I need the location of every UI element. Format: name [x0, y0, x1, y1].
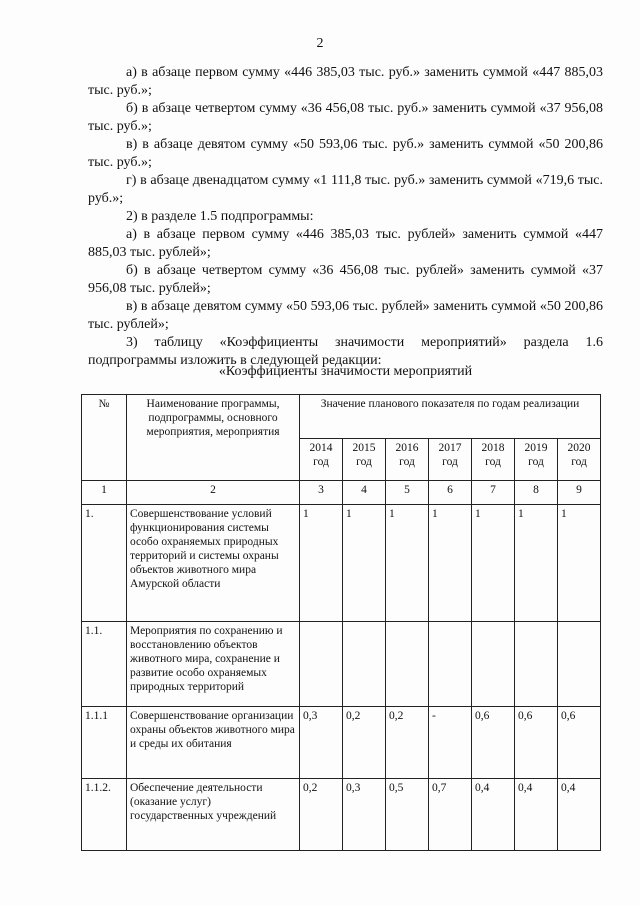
row-value: 0,3 [343, 779, 386, 851]
index-cell: 3 [300, 481, 343, 505]
row-value: 1 [558, 505, 601, 622]
row-name: Обеспечение деятельности (оказание услуг) государственных учреждений [127, 779, 300, 851]
year-cell: 2016 год [386, 439, 429, 481]
paragraph: б) в абзаце четвертом сумму «36 456,08 тыс. рублей» заменить суммой «37 956,08 тыс. рублей»; [88, 263, 603, 296]
row-num: 1. [82, 505, 127, 622]
year-cell: 2017 год [429, 439, 472, 481]
row-num: 1.1.2. [82, 779, 127, 851]
row-num: 1.1. [82, 622, 127, 707]
row-value: 1 [300, 505, 343, 622]
header-values: Значение планового показателя по годам реализации [300, 395, 601, 439]
row-value: 1 [515, 505, 558, 622]
year-cell: 2015 год [343, 439, 386, 481]
row-value: 0,6 [515, 707, 558, 779]
row-value: 1 [386, 505, 429, 622]
body-text [88, 64, 603, 370]
year-cell: 2014 год [300, 439, 343, 481]
row-name: Совершенствование условий функционирования системы особо охраняемых природных территорий и системы охраны объектов животного мира Амурской области [127, 505, 300, 622]
index-cell: 9 [558, 481, 601, 505]
row-value: 0,7 [429, 779, 472, 851]
index-cell: 5 [386, 481, 429, 505]
year-cell: 2020 год [558, 439, 601, 481]
table-row [82, 622, 601, 707]
table-row [82, 505, 601, 622]
index-cell: 7 [472, 481, 515, 505]
row-value: 1 [472, 505, 515, 622]
header-num: № [82, 395, 127, 481]
paragraph: б) в абзаце четвертом сумму «36 456,08 тыс. руб.» заменить суммой «37 956,08 тыс. руб.»; [88, 101, 603, 134]
row-value: - [429, 707, 472, 779]
row-value: 0,5 [386, 779, 429, 851]
index-cell: 4 [343, 481, 386, 505]
index-cell: 6 [429, 481, 472, 505]
year-cell: 2019 год [515, 439, 558, 481]
row-value [343, 622, 386, 707]
row-value [472, 622, 515, 707]
row-value: 1 [429, 505, 472, 622]
paragraph: в) в абзаце девятом сумму «50 593,06 тыс. руб.» заменить суммой «50 200,86 тыс. руб.»; [88, 137, 603, 170]
row-value: 0,6 [558, 707, 601, 779]
header-name: Наименование программы, подпрограммы, основного мероприятия, мероприятия [127, 395, 300, 481]
index-cell: 1 [82, 481, 127, 505]
row-value [515, 622, 558, 707]
significance-table [81, 394, 601, 851]
paragraph: а) в абзаце первом сумму «446 385,03 тыс. рублей» заменить суммой «447 885,03 тыс. рублей»; [88, 227, 603, 260]
row-name: Мероприятия по сохранению и восстановлению объектов животного мира, сохранение и развитие особо охраняемых природных территорий [127, 622, 300, 707]
paragraph: в) в абзаце девятом сумму «50 593,06 тыс. рублей» заменить суммой «50 200,86 тыс. рублей»; [88, 299, 603, 332]
table-index-row [82, 481, 601, 505]
row-value: 0,3 [300, 707, 343, 779]
row-value: 1 [343, 505, 386, 622]
paragraph: г) в абзаце двенадцатом сумму «1 111,8 тыс. руб.» заменить суммой «719,6 тыс. руб.»; [88, 173, 603, 206]
row-value [300, 622, 343, 707]
paragraph: а) в абзаце первом сумму «446 385,03 тыс. руб.» заменить суммой «447 885,03 тыс. руб.»; [88, 65, 603, 98]
year-cell: 2018 год [472, 439, 515, 481]
row-value: 0,4 [515, 779, 558, 851]
index-cell: 8 [515, 481, 558, 505]
table-title: «Коэффициенты значимости мероприятий [218, 364, 473, 379]
table-row [82, 779, 601, 851]
paragraph: 3) таблицу «Коэффициенты значимости мероприятий» раздела 1.6 подпрограммы изложить в следующей редакции: [88, 335, 603, 368]
row-value: 0,2 [300, 779, 343, 851]
paragraph: 2) в разделе 1.5 подпрограммы: [126, 209, 314, 224]
row-value: 0,2 [343, 707, 386, 779]
row-name: Совершенствование организации охраны объектов животного мира и среды их обитания [127, 707, 300, 779]
page-number: 2 [316, 36, 324, 51]
row-value: 0,2 [386, 707, 429, 779]
row-value: 0,4 [472, 779, 515, 851]
row-num: 1.1.1 [82, 707, 127, 779]
row-value [386, 622, 429, 707]
table-row [82, 707, 601, 779]
row-value [429, 622, 472, 707]
table-header-row [82, 395, 601, 439]
row-value [558, 622, 601, 707]
row-value: 0,6 [472, 707, 515, 779]
index-cell: 2 [127, 481, 300, 505]
row-value: 0,4 [558, 779, 601, 851]
